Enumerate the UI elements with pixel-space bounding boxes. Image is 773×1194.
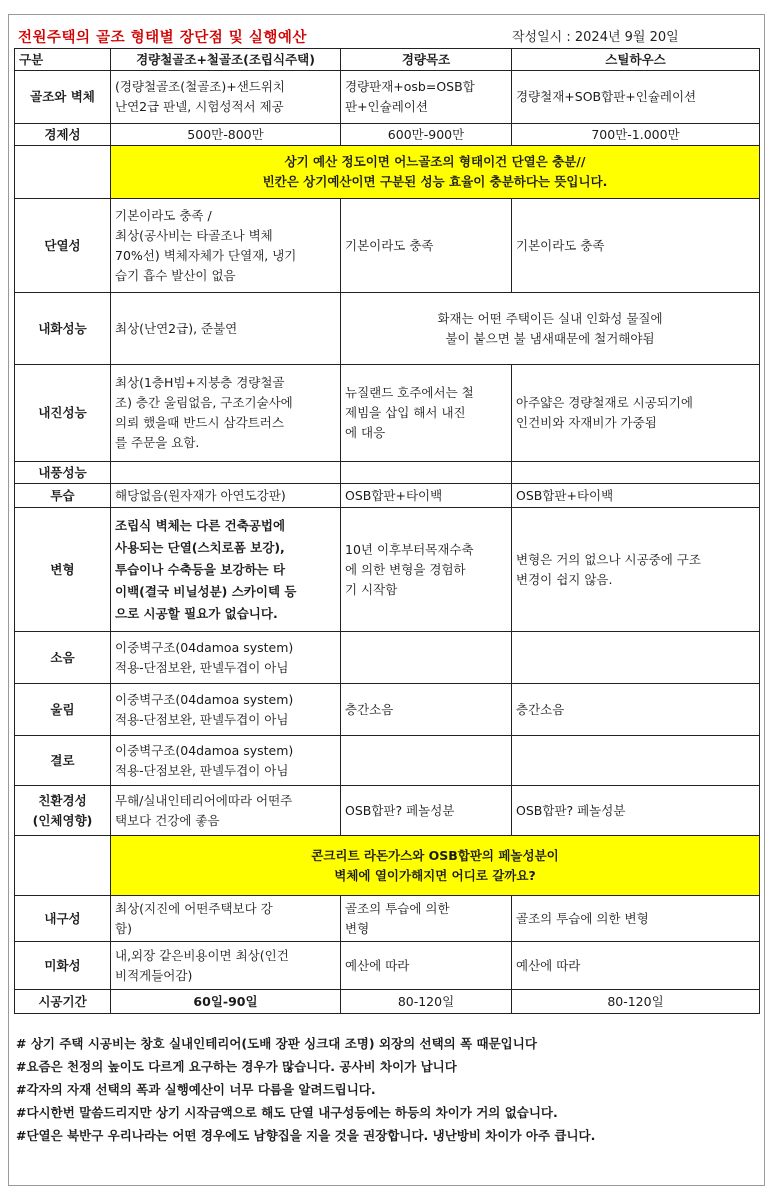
cell-light-steel: (경량철골조(철골조)+샌드위치 난연2급 판넬, 시험성적서 제공: [111, 71, 341, 124]
cell-light-steel: [111, 462, 341, 484]
banner-spacer: [15, 836, 111, 896]
footnote: #요즘은 천정의 높이도 다르게 요구하는 경우가 많습니다. 공사비 차이가 납니다: [16, 1059, 457, 1074]
row-label: 내진성능: [15, 365, 111, 462]
cell-light-wood: [341, 462, 512, 484]
cell-light-wood: OSB합판+타이백: [341, 484, 512, 508]
cell-steel-house: 층간소음: [512, 684, 760, 736]
header-steel-house: 스틸하우스: [512, 49, 760, 71]
cell-steel-house: [512, 736, 760, 786]
cell-steel-house: 기본이라도 충족: [512, 199, 760, 293]
cell-light-wood: 600만-900만: [341, 124, 512, 146]
row-label: 단열성: [15, 199, 111, 293]
banner-row: [15, 836, 760, 896]
date-label: 작성일시 : 2024년 9월 20일: [512, 30, 679, 45]
table-row: [15, 484, 760, 508]
table-row: [15, 736, 760, 786]
table-row: [15, 462, 760, 484]
row-label: 결로: [15, 736, 111, 786]
header-row: [15, 49, 760, 71]
table-row: [15, 71, 760, 124]
row-label: 미화성: [15, 942, 111, 990]
cell-steel-house: 예산에 따라: [512, 942, 760, 990]
footnotes: [16, 1032, 761, 1147]
cell-light-steel: 이중벽구조(04damoa system) 적용-단점보완, 판넬두겹이 아님: [111, 632, 341, 684]
table-row: [15, 199, 760, 293]
highlight-banner: 상기 예산 정도이면 어느골조의 형태이건 단열은 충분// 빈칸은 상기예산이면 구분된 성능 효율이 충분하다는 뜻입니다.: [111, 146, 760, 199]
table-row: [15, 365, 760, 462]
cell-steel-house: OSB합판+타이백: [512, 484, 760, 508]
page-title: 전원주택의 골조 형태별 장단점 및 실행예산: [18, 30, 307, 46]
cell-light-wood: 10년 이후부터목재수축 에 의한 변형을 경험하 기 시작함: [341, 508, 512, 632]
highlight-banner: 콘크리트 라돈가스와 OSB합판의 페놀성분이 벽체에 열이가해지면 어디로 갈까요?: [111, 836, 760, 896]
cell-light-steel: 기본이라도 충족 / 최상(공사비는 타골조나 벽체 70%선) 벽체자체가 단열재, 냉기 습기 흡수 발산이 없음: [111, 199, 341, 293]
header-category: 구분: [15, 49, 111, 71]
table-row: [15, 896, 760, 942]
cell-steel-house: 골조의 투습에 의한 변형: [512, 896, 760, 942]
cell-light-steel: 이중벽구조(04damoa system) 적용-단점보완, 판넬두겹이 아님: [111, 736, 341, 786]
footnote: #다시한번 말씀드리지만 상기 시작금액으로 해도 단열 내구성등에는 하등의 차이가 거의 없습니다.: [16, 1105, 558, 1120]
cell-steel-house: [512, 632, 760, 684]
cell-light-wood: 뉴질랜드 호주에서는 철 제빔을 삽입 해서 내진 에 대응: [341, 365, 512, 462]
cell-light-steel: 500만-800만: [111, 124, 341, 146]
cell-light-steel: 최상(지진에 어떤주택보다 강 함): [111, 896, 341, 942]
cell-light-steel: 조립식 벽체는 다른 건축공법에 사용되는 단열(스치로폼 보강), 투습이나 수축등을 보강하는 타 이백(결국 비닐성분) 스카이텍 등 으로 시공할 필요가 없습니다.: [111, 508, 341, 632]
cell-steel-house: [512, 462, 760, 484]
table-row: [15, 632, 760, 684]
cell-light-steel: 무해/실내인테리어에따라 어떤주 택보다 건강에 좋음: [111, 786, 341, 836]
cell-steel-house: 700만-1.000만: [512, 124, 760, 146]
cell-light-steel: 내,외장 같은비용이면 최상(인건 비적게들어감): [111, 942, 341, 990]
header-light-steel: 경량철골조+철골조(조립식주택): [111, 49, 341, 71]
row-label: 친환경성 (인체영향): [15, 786, 111, 836]
cell-light-wood: 기본이라도 충족: [341, 199, 512, 293]
table-row: [15, 124, 760, 146]
banner-row: [15, 146, 760, 199]
cell-light-wood: OSB합판? 페놀성분: [341, 786, 512, 836]
table-row: [15, 942, 760, 990]
cell-light-wood: 80-120일: [341, 990, 512, 1014]
cell-light-wood: [341, 632, 512, 684]
cell-light-wood: 예산에 따라: [341, 942, 512, 990]
cell-steel-house: 80-120일: [512, 990, 760, 1014]
banner-spacer: [15, 146, 111, 199]
row-label: 골조와 벽체: [15, 71, 111, 124]
cell-light-steel: 최상(1층H빔+지붕층 경량철골 조) 층간 울림없음, 구조기술사에 의뢰 했을때 반드시 삼각트러스 를 주문을 요함.: [111, 365, 341, 462]
row-label: 경제성: [15, 124, 111, 146]
cell-steel-house: OSB합판? 페놀성분: [512, 786, 760, 836]
table-row: [15, 990, 760, 1014]
row-label: 투습: [15, 484, 111, 508]
title-row: [14, 24, 759, 48]
footnote: #단열은 북반구 우리나라는 어떤 경우에도 남향집을 지을 것을 권장합니다. 냉난방비 차이가 아주 큽니다.: [16, 1128, 596, 1143]
row-label: 내풍성능: [15, 462, 111, 484]
footnote: # 상기 주택 시공비는 창호 실내인테리어(도배 장판 싱크대 조명) 외장의 선택의 폭 때문입니다: [16, 1036, 537, 1051]
row-label: 시공기간: [15, 990, 111, 1014]
cell-light-wood: 경량판재+osb=OSB합 판+인슐레이션: [341, 71, 512, 124]
row-label: 내화성능: [15, 293, 111, 365]
cell-steel-house: 아주얇은 경량철재로 시공되기에 인건비와 자재비가 가중됨: [512, 365, 760, 462]
cell-merged-note: 화재는 어떤 주택이든 실내 인화성 물질에 불이 붙으면 불 냄새때문에 철거해야됨: [341, 293, 760, 365]
row-label: 소음: [15, 632, 111, 684]
cell-light-wood: 층간소음: [341, 684, 512, 736]
table-row: [15, 786, 760, 836]
cell-steel-house: 경량철재+SOB합판+인슐레이션: [512, 71, 760, 124]
row-label: 울림: [15, 684, 111, 736]
cell-steel-house: 변형은 거의 없으나 시공중에 구조 변경이 쉽지 않음.: [512, 508, 760, 632]
row-label: 내구성: [15, 896, 111, 942]
comparison-table: [14, 48, 760, 1014]
header-light-wood: 경량목조: [341, 49, 512, 71]
cell-light-wood: [341, 736, 512, 786]
cell-light-steel: 최상(난연2급), 준불연: [111, 293, 341, 365]
table-row: [15, 508, 760, 632]
table-row: [15, 684, 760, 736]
cell-light-steel: 이중벽구조(04damoa system) 적용-단점보완, 판넬두겹이 아님: [111, 684, 341, 736]
table-row: [15, 293, 760, 365]
footnote: #각자의 자재 선택의 폭과 실행예산이 너무 다름을 알려드립니다.: [16, 1082, 376, 1097]
row-label: 변형: [15, 508, 111, 632]
cell-light-steel: 60일-90일: [111, 990, 341, 1014]
cell-light-steel: 해당없음(원자재가 아연도강판): [111, 484, 341, 508]
cell-light-wood: 골조의 투습에 의한 변형: [341, 896, 512, 942]
